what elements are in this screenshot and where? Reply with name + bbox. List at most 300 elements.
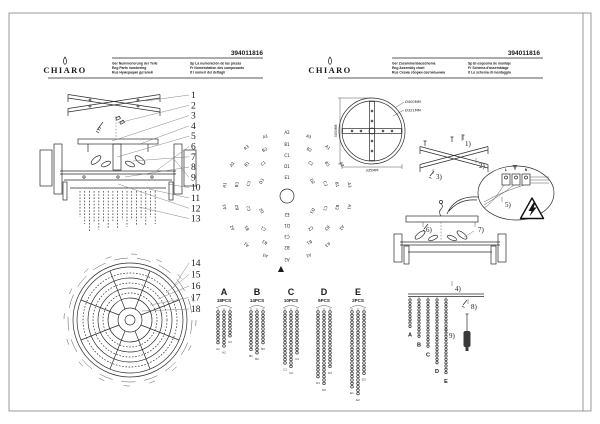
bead <box>290 362 293 365</box>
top-view-spokes <box>81 271 179 369</box>
bead <box>357 348 360 351</box>
bead <box>357 389 360 392</box>
strand-tip-label: D2 <box>322 387 326 392</box>
bead-map-label: B2 <box>261 146 269 154</box>
bead <box>329 331 332 334</box>
step-number: 9) <box>449 332 455 340</box>
screwdriver-icon <box>464 314 471 351</box>
bead <box>290 328 293 331</box>
bead-map-label: A3 <box>346 181 353 189</box>
bead <box>436 312 438 314</box>
strand-column-qty: 14PCS <box>249 298 265 303</box>
strand-column-qty: 10PCS <box>283 298 299 303</box>
bead <box>351 311 354 314</box>
strand-tip-label: A2 <box>222 350 226 355</box>
bead <box>296 331 299 334</box>
bead <box>436 345 438 347</box>
brand-logo: CHIARO <box>43 65 87 75</box>
bead <box>284 348 287 351</box>
bead <box>290 318 293 321</box>
bead <box>323 341 326 344</box>
bead <box>351 314 354 317</box>
strand-column-letter: A <box>220 287 228 297</box>
bead-map-label: C2 <box>307 225 315 233</box>
bead <box>329 362 332 365</box>
bead <box>250 328 253 331</box>
bead <box>262 324 265 327</box>
strand-tip-label: D3 <box>328 370 332 375</box>
bead <box>445 325 447 327</box>
bead <box>329 321 332 324</box>
bead <box>229 318 232 321</box>
bead <box>262 341 265 344</box>
bead-map-label: A2 <box>338 160 346 168</box>
bead-map-label: C1 <box>284 153 290 158</box>
bead <box>427 305 429 307</box>
bead <box>427 335 429 337</box>
bead <box>427 302 429 304</box>
bead <box>290 345 293 348</box>
bead <box>229 314 232 317</box>
bead <box>418 315 420 317</box>
strand-bracket <box>350 306 366 309</box>
bead <box>323 328 326 331</box>
part-number: 15 <box>191 270 201 281</box>
bead <box>250 321 253 324</box>
bead-map-label: D2 <box>308 177 317 185</box>
bead <box>351 328 354 331</box>
bead <box>317 335 320 338</box>
bead <box>256 324 259 327</box>
bead <box>290 331 293 334</box>
step-number: 1) <box>465 140 471 148</box>
callout-leader <box>118 184 189 208</box>
bead <box>363 355 366 358</box>
bead <box>262 321 265 324</box>
bead <box>445 322 447 324</box>
mounting-ring-diagram <box>334 98 421 173</box>
bead-map-label: A1 <box>324 143 332 151</box>
bead <box>351 335 354 338</box>
bead-map-label: B1 <box>243 224 251 232</box>
header-text: Sp La numeración de las piezas <box>190 61 242 66</box>
part-number: 14 <box>191 259 201 269</box>
bead <box>323 362 326 365</box>
step-number: 3) <box>436 173 442 181</box>
bead <box>262 318 265 321</box>
strand-bracket <box>249 306 265 309</box>
bead-map-label: D1 <box>284 223 290 228</box>
bead <box>409 305 411 307</box>
bead <box>357 331 360 334</box>
bead <box>357 369 360 372</box>
part-number: 4 <box>191 121 196 132</box>
bead <box>217 314 220 317</box>
part-number: 2 <box>191 101 196 112</box>
bead <box>229 328 232 331</box>
bead <box>323 314 326 317</box>
bead <box>223 321 226 324</box>
part-number: 6 <box>191 142 196 153</box>
strand-bracket <box>216 306 232 309</box>
bead <box>323 321 326 324</box>
bead <box>436 352 438 354</box>
bead <box>296 321 299 324</box>
bead <box>296 324 299 327</box>
part-number: 13 <box>191 214 201 225</box>
bead-map-label: B1 <box>334 181 341 188</box>
document-number: 394011816 <box>230 50 263 57</box>
bead <box>363 331 366 334</box>
bead <box>290 314 293 317</box>
dimension-horizontal: 335MM <box>365 168 379 173</box>
bead <box>284 328 287 331</box>
bead <box>363 338 366 341</box>
bead-map-label: B1 <box>243 160 251 168</box>
callout-leader <box>139 207 189 219</box>
bead <box>296 318 299 321</box>
step-number: 8) <box>471 303 477 311</box>
bead <box>284 341 287 344</box>
bead <box>323 324 326 327</box>
strand-tip-label: A1 <box>216 347 220 351</box>
bead <box>317 358 320 361</box>
strand-column-qty: 6PCS <box>318 298 330 303</box>
callout-leader <box>112 116 189 141</box>
bead-map-label: A3 <box>305 133 313 140</box>
bead <box>229 324 232 327</box>
strand-label: C <box>426 352 430 359</box>
step-number: 6) <box>426 226 432 234</box>
bead <box>217 335 220 338</box>
bead <box>445 362 447 364</box>
header-text: Sp El esquema de montaje <box>468 61 511 66</box>
bead <box>436 305 438 307</box>
bead <box>296 348 299 351</box>
bead <box>436 299 438 301</box>
step-number: 2) <box>479 162 485 170</box>
bead <box>290 341 293 344</box>
bead <box>223 341 226 344</box>
part-number: 16 <box>191 282 201 292</box>
strand-tip-label: B1 <box>249 353 253 358</box>
bead <box>290 324 293 327</box>
bead <box>317 328 320 331</box>
bead <box>329 355 332 358</box>
bead <box>284 311 287 314</box>
bead-map-label: B1 <box>284 142 290 147</box>
bead <box>445 342 447 344</box>
bead <box>357 338 360 341</box>
bead <box>262 331 265 334</box>
bead <box>250 318 253 321</box>
bead-map-label: A2 <box>228 224 236 232</box>
bead <box>323 352 326 355</box>
bead <box>418 305 420 307</box>
bead <box>323 382 326 385</box>
bead <box>351 382 354 385</box>
bead <box>217 321 220 324</box>
bead <box>323 369 326 372</box>
bead <box>363 352 366 355</box>
bead <box>323 348 326 351</box>
bead <box>290 355 293 358</box>
bead <box>217 324 220 327</box>
bead <box>436 329 438 331</box>
bead <box>418 332 420 334</box>
header-text: Eng Assembly chart <box>392 66 425 70</box>
header-text: Eng Parts numbering <box>112 66 147 70</box>
bead <box>409 302 411 304</box>
bead <box>290 365 293 368</box>
bead <box>357 358 360 361</box>
bead <box>229 335 232 338</box>
bead-map-label: C1 <box>259 225 267 233</box>
bead <box>329 335 332 338</box>
bead <box>296 328 299 331</box>
callout-leader <box>173 158 189 177</box>
bead <box>317 331 320 334</box>
dimension-inner-diameter: Ø321MM <box>405 108 421 113</box>
bead <box>357 362 360 365</box>
strand-column-qty: 2PCS <box>352 298 364 303</box>
bead <box>296 341 299 344</box>
bead <box>445 305 447 307</box>
bead <box>436 362 438 364</box>
bead <box>436 358 438 360</box>
header-text: Ger Nummerierung der Teile <box>112 61 158 66</box>
bead-map-label: A2 <box>284 257 290 262</box>
bead <box>329 348 332 351</box>
step-number: 4) <box>455 285 461 293</box>
bead <box>409 319 411 321</box>
part-number: 18 <box>191 305 201 315</box>
bead <box>284 352 287 355</box>
bead-map-label: D2 <box>257 207 266 215</box>
bead <box>323 365 326 368</box>
bead-map-label: A1 <box>242 241 250 249</box>
strand-tip-label: C3 <box>295 357 299 362</box>
bead <box>363 335 366 338</box>
brand-flame-icon <box>63 57 66 65</box>
bead <box>317 318 320 321</box>
bead-map-label: C1 <box>322 205 329 212</box>
bead <box>296 338 299 341</box>
bead-map-label: D1 <box>284 164 290 169</box>
bead <box>317 338 320 341</box>
bead <box>223 314 226 317</box>
strand-tip-label: C2 <box>289 370 293 375</box>
part-number: 17 <box>191 293 201 304</box>
bead <box>284 345 287 348</box>
bead <box>250 324 253 327</box>
bead <box>250 331 253 334</box>
bead <box>256 341 259 344</box>
bead <box>223 328 226 331</box>
part-number: 3 <box>191 111 196 122</box>
bead <box>262 328 265 331</box>
bead <box>436 322 438 324</box>
bead-map-label: B3 <box>261 238 269 246</box>
bead <box>290 311 293 314</box>
bead <box>256 321 259 324</box>
header-text: Ger Zusammenbauschema <box>392 61 436 66</box>
bead-map-label: B3 <box>323 160 331 168</box>
bead-map-label: A3 <box>324 241 332 249</box>
strand-label: B <box>417 342 421 349</box>
bead-map-label: A2 <box>338 224 346 232</box>
bead-map-label: A3 <box>221 203 228 211</box>
bead <box>284 335 287 338</box>
bead <box>357 311 360 314</box>
bead <box>317 341 320 344</box>
bead <box>256 314 259 317</box>
strand-tip-label: B2 <box>255 357 259 362</box>
bead <box>262 314 265 317</box>
bead <box>409 325 411 327</box>
callout-leader <box>173 263 189 288</box>
bead <box>427 342 429 344</box>
bead <box>357 355 360 358</box>
document-number: 394011816 <box>507 50 540 57</box>
part-number: 10 <box>191 183 201 194</box>
bead <box>329 324 332 327</box>
bead <box>351 321 354 324</box>
bead <box>351 318 354 321</box>
bead <box>445 365 447 367</box>
bead <box>363 341 366 344</box>
bead <box>262 335 265 338</box>
bead-map-label: B2 <box>305 146 313 154</box>
bead-map-label: A2 <box>228 160 236 168</box>
brand-logo: CHIARO <box>308 65 352 75</box>
bead <box>445 309 447 311</box>
strand-label: D <box>435 369 439 375</box>
bead-map-label: C3 <box>245 180 252 187</box>
bead <box>427 299 429 301</box>
bead-map-label: C2 <box>245 205 252 212</box>
bead <box>409 299 411 301</box>
bead-map-label: A2 <box>284 130 290 135</box>
bead <box>351 355 354 358</box>
bead <box>284 314 287 317</box>
bead <box>223 311 226 314</box>
bead <box>445 371 447 373</box>
bead <box>323 311 326 314</box>
bead <box>223 338 226 341</box>
bead <box>256 345 259 348</box>
bead <box>351 324 354 327</box>
bead <box>290 358 293 361</box>
top-view <box>64 254 196 386</box>
bead <box>409 312 411 314</box>
bead <box>229 331 232 334</box>
bead <box>436 319 438 321</box>
bead <box>229 311 232 314</box>
bead <box>351 365 354 368</box>
bead <box>284 358 287 361</box>
bead <box>296 311 299 314</box>
bead <box>436 338 438 340</box>
bead-map-label: C3 <box>322 180 329 187</box>
strand-tip-label: E3 <box>362 377 366 382</box>
bead <box>357 392 360 395</box>
callout-leader <box>166 275 189 294</box>
strand-tip-label: E2 <box>356 398 360 402</box>
strand-label: A <box>408 332 412 339</box>
bead <box>357 321 360 324</box>
strand-tip-label: E1 <box>350 391 354 396</box>
bead <box>290 335 293 338</box>
bead <box>445 315 447 317</box>
bead <box>418 325 420 327</box>
bead <box>427 315 429 317</box>
callout-leader <box>158 286 189 299</box>
bead <box>250 348 253 351</box>
part-number: 11 <box>191 194 201 204</box>
bead <box>284 331 287 334</box>
bead <box>256 338 259 341</box>
part-number: 12 <box>191 204 201 215</box>
bead-map-label: A1 <box>261 133 269 140</box>
header-text: Rus Нумерация деталей <box>112 70 153 75</box>
header-text: Fr Numérotation des composants <box>190 66 245 70</box>
wiring-step <box>406 166 554 223</box>
strand-column-letter: C <box>287 287 295 297</box>
strand-column-letter: B <box>253 287 261 297</box>
bead-map-label: B1 <box>305 238 313 246</box>
bead <box>357 375 360 378</box>
callout-leader <box>118 105 189 123</box>
terminal-label-l: L <box>504 168 508 172</box>
bead <box>323 335 326 338</box>
lamp-body-step <box>394 222 506 264</box>
bead <box>256 318 259 321</box>
bead <box>217 338 220 341</box>
bead <box>223 318 226 321</box>
bead-map-label: A1 <box>305 252 313 259</box>
bead <box>357 341 360 344</box>
bead-map-label: C1 <box>259 159 267 167</box>
bead <box>436 355 438 357</box>
bead <box>250 341 253 344</box>
bead-map-label: E1 <box>284 175 290 180</box>
bead <box>250 311 253 314</box>
bead <box>351 386 354 389</box>
bead <box>357 335 360 338</box>
bead <box>317 324 320 327</box>
bead <box>427 322 429 324</box>
bead <box>445 299 447 301</box>
bead <box>250 314 253 317</box>
bead-map-label: A3 <box>242 143 250 151</box>
bead <box>445 358 447 360</box>
bead <box>290 352 293 355</box>
bead <box>363 314 366 317</box>
strand-tip-label: B3 <box>261 347 265 351</box>
bead <box>262 338 265 341</box>
bead <box>329 352 332 355</box>
bead <box>256 311 259 314</box>
bead <box>351 369 354 372</box>
bead <box>351 331 354 334</box>
bead <box>317 372 320 375</box>
bead <box>363 321 366 324</box>
bead <box>317 348 320 351</box>
bead <box>223 345 226 348</box>
bead-map-label: C2 <box>307 159 315 167</box>
header-text: It Lo schema di montaggio <box>468 70 511 75</box>
